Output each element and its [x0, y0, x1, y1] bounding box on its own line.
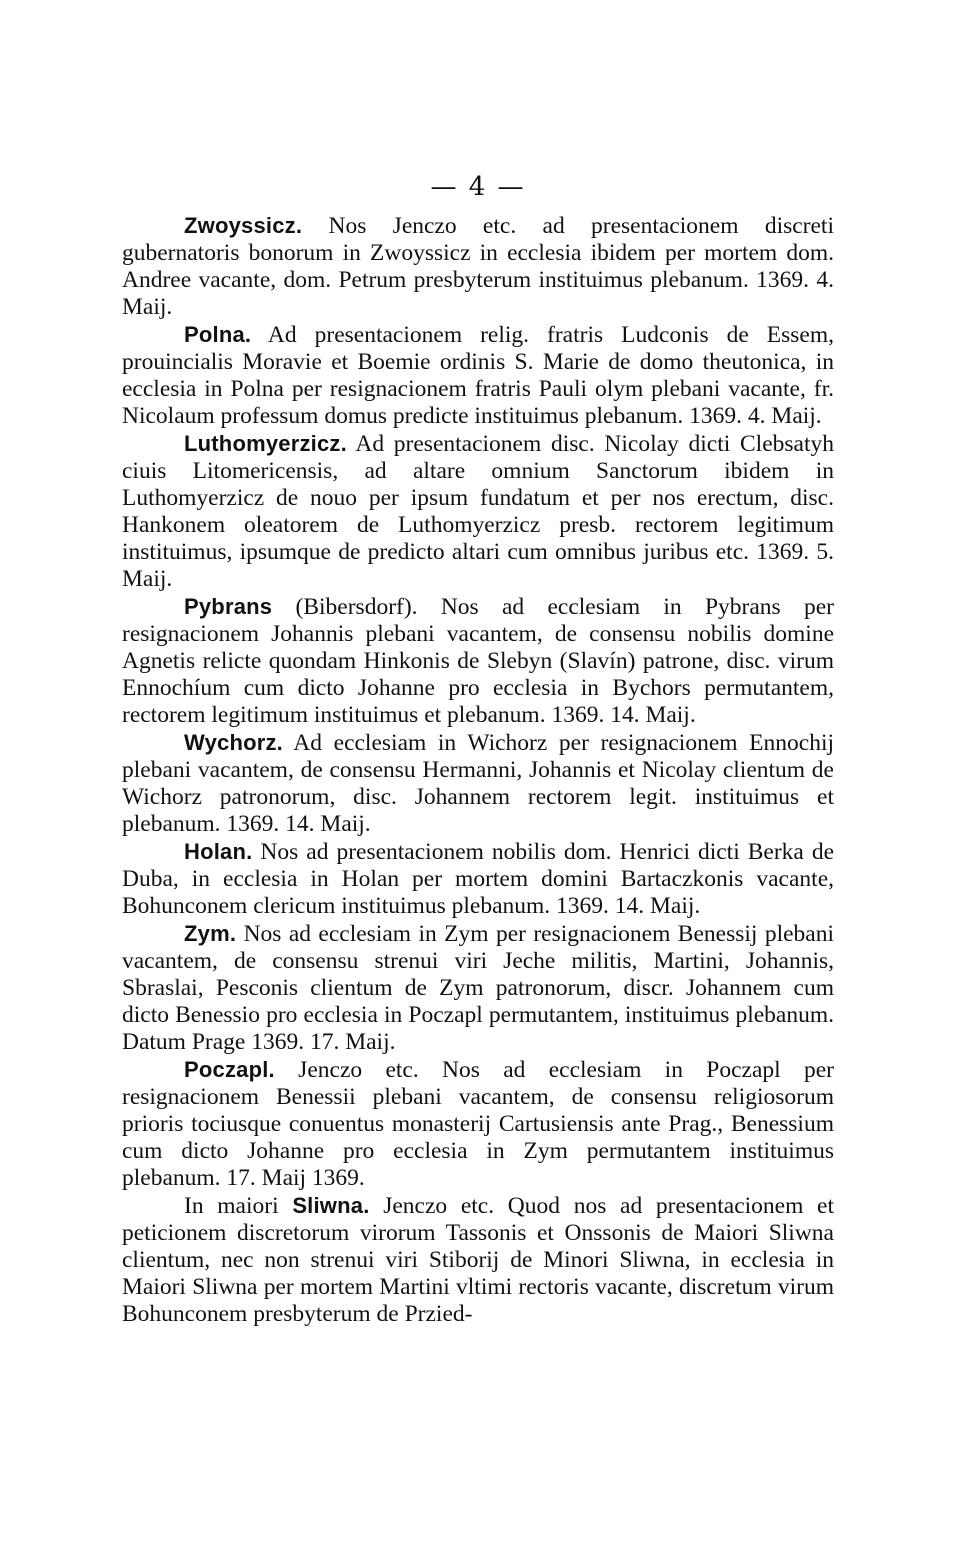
- place-name: Poczapl.: [184, 1057, 275, 1082]
- page-number: — 4 —: [430, 172, 526, 202]
- entry-text: Nos ad presentacionem nobilis dom. Henrici dicti Berka de Duba, in ecclesia in Holan per mortem domini Bartaczkonis vacante, Bohunconem clericum instituimus plebanum. 1369. 14. Maij.: [122, 839, 834, 919]
- place-name: Holan.: [184, 839, 253, 864]
- place-name: Pybrans: [184, 594, 273, 619]
- place-name: Wychorz.: [184, 730, 283, 755]
- document-page: [122, 170, 834, 1328]
- entry-text: Jenczo etc. Quod nos ad presentacionem et peticionem discretorum virorum Tassonis et Onssonis de Maiori Sliwna clientum, nec non strenui viri Stiborij de Minori Sliwna, in ecclesia in Maiori Sliwna per mortem Martini vltimi rectoris vacante, discretum virum Bohunconem presbyterum de Przied-: [122, 1193, 835, 1327]
- entry-pybrans: [122, 593, 834, 729]
- place-name: Zym.: [184, 921, 237, 946]
- place-name: Luthomyerzicz.: [184, 431, 347, 456]
- entry-poczapl: [122, 1056, 834, 1192]
- entry-wychorz: [122, 729, 834, 838]
- entry-text: Nos ad ecclesiam in Zym per resignacionem Benessij plebani vacantem, de consensu strenui viri Jeche militis, Martini, Johannis, Sbraslai, Pesconis clientum de Zym patronorum, discr. Johannem cum dicto Benessio pro ecclesia in Poczapl permutantem, instituimus plebanum. Datum Prage 1369. 17. Maij.: [122, 921, 834, 1055]
- place-name: Zwoyssicz.: [184, 213, 303, 238]
- entry-text: Ad presentacionem relig. fratris Ludconis de Essem, prouincialis Moravie et Boemie ordinis S. Marie de domo theutonica, in ecclesia in Polna per resignacionem fratris Pauli olym plebani vacante, fr. Nicolaum professum domus predicte instituimus plebanum. 1369. 4. Maij.: [122, 322, 834, 429]
- entry-zym: [122, 920, 834, 1056]
- place-name: Sliwna.: [292, 1193, 370, 1218]
- entry-holan: [122, 838, 834, 920]
- entry-text: Ad presentacionem disc. Nicolay dicti Clebsatyh ciuis Litomericensis, ad altare omnium Sanctorum ibidem in Luthomyerzicz de nouo per ipsum fundatum et per nos erectum, disc. Hankonem oleatorem de Luthomyerzicz presb. rectorem legitimum instituimus, ipsumque de predicto altari cum omnibus juribus etc. 1369. 5. Maij.: [122, 431, 834, 592]
- entry-sliwna: [122, 1192, 834, 1328]
- entry-text: Nos Jenczo etc. ad presentacionem discreti gubernatoris bonorum in Zwoyssicz in ecclesia ibidem per mortem dom. Andree vacante, dom. Petrum presbyterum instituimus plebanum. 1369. 4. Maij.: [122, 213, 834, 320]
- entry-text: Jenczo etc. Nos ad ecclesiam in Poczapl per resignacionem Benessii plebani vacantem, de consensu religiosorum prioris tociusque conuentus monasterij Cartusiensis ante Prag., Benessium cum dicto Johanne pro ecclesia in Zym permutantem instituimus plebanum. 17. Maij 1369.: [122, 1057, 834, 1191]
- entry-text: (Bibersdorf). Nos ad ecclesiam in Pybrans per resignacionem Johannis plebani vacantem, de consensu nobilis domine Agnetis relicte quondam Hinkonis de Slebyn (Slavín) patrone, disc. virum Ennochíum cum dicto Johanne pro ecclesia in Bychors permutantem, rectorem legitimum instituimus et plebanum. 1369. 14. Maij.: [122, 594, 834, 728]
- entry-zwoyssicz: [122, 212, 834, 321]
- entry-text: Ad ecclesiam in Wichorz per resignacionem Ennochij plebani vacantem, de consensu Hermanni, Johannis et Nicolay clientum de Wichorz patronorum, disc. Johannem rectorem legit. instituimus et plebanum. 1369. 14. Maij.: [122, 730, 834, 837]
- entry-prefix: In maiori: [184, 1193, 293, 1219]
- place-name: Polna.: [184, 322, 252, 347]
- entry-luthomyerzicz: [122, 430, 834, 593]
- entry-polna: [122, 321, 834, 430]
